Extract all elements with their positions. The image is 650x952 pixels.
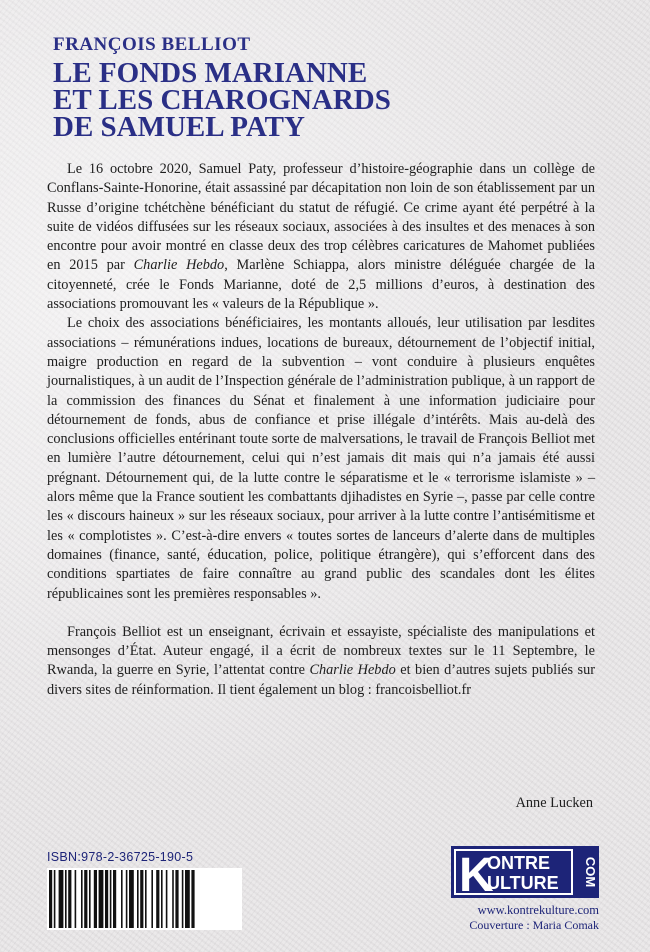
publisher-logo bbox=[451, 846, 599, 898]
logo-com: COM bbox=[583, 856, 598, 888]
paragraph-1-part-a: Le 16 octobre 2020, Samuel Paty, professeur d’histoire-géographie dans un collège de Conflans-Sainte-Honorine, était assassiné par décapitation non loin de son établissement par un Russe d’origine tchétchène bénéficiant du statut de réfugié. Ce crime ayant été perpétré à la suite de vidéos diffusées sur les réseaux sociaux, associées à des insultes et des menaces à son encontre pour avoir montré en classe deux des trop célèbres caricatures de Mahomet publiées en 2015 par bbox=[47, 161, 595, 274]
kontre-kulture-logo-icon bbox=[451, 846, 599, 898]
paragraph-1 bbox=[47, 160, 595, 314]
author-bio-italic: Charlie Hebdo bbox=[309, 662, 396, 679]
author-bio-part-b: et bien d’autres sujets publiés sur divers sites de réinformation. Il tient également un blog : francoisbelliot.fr bbox=[47, 662, 595, 698]
cover-credit: Couverture : Maria Comak bbox=[469, 918, 599, 932]
author-bio bbox=[47, 623, 595, 700]
barcode-icon bbox=[47, 868, 242, 930]
logo-line-1: ONTRE bbox=[487, 853, 550, 873]
paragraph-2: Le choix des associations bénéficiaires, les montants alloués, leur utilisation par lesdites associations – rémunérations indues, locations de bureaux, détournement de l’objectif initial, maigre production en regard de la subvention – vont conduire à plusieurs enquêtes journalistiques, à un audit de l’Inspection générale de l’administration publique, à un rapport de la commission des finances du Sénat et finalement à une information judiciaire pour détournement de fonds, abus de confiance et prise illégale d’intérêts. Mais au-delà des conclusions officielles entérinant toute sorte de malversations, le travail de François Belliot met en lumière l’autre détournement, celui qui n’est jamais dit mais qui n’a jamais été aussi prégnant. Détournement qui, de la lutte contre le séparatisme et le « terrorisme islamiste » – alors même que la France soutient les combattants djihadistes en Syrie –, passe par celle contre les « discours haineux » sur les réseaux sociaux, pour arriver à la lutte contre l’antisémitisme et les « complotistes ». C’est-à-dire envers « toutes sortes de lanceurs d’alerte dans de multiples domaines (finance, santé, éducation, police, politique étrangère), qui s’efforcent dans des conditions spartiates de faire connaître au grand public des scandales dont les élites républicaines sont les premières responsables ». bbox=[47, 315, 595, 602]
barcode bbox=[47, 868, 242, 930]
publisher-website: www.kontrekulture.com bbox=[477, 903, 599, 917]
title-line-2: ET LES CHAROGNARDS bbox=[53, 84, 391, 116]
author-bio-part-a: François Belliot est un enseignant, écrivain et essayiste, spécialiste des manipulations et mensonges d’État. Auteur engagé, il a écrit de nombreux textes sur le 11 Septembre, le Rwanda, la guerre en Syrie, l’attentat contre bbox=[47, 623, 595, 679]
paragraph-1-part-b: , Marlène Schiappa, alors ministre déléguée chargée de la citoyenneté, crée le Fonds Marianne, doté de 2,5 millions d’euros, à destination des associations promouvant les « valeurs de la République ». bbox=[47, 257, 595, 313]
title-line-3: DE SAMUEL PATY bbox=[53, 111, 305, 143]
book-title bbox=[53, 57, 613, 143]
logo-line-2: ULTURE bbox=[487, 873, 559, 893]
blurb-text bbox=[47, 160, 595, 700]
logo-k: K bbox=[459, 849, 494, 898]
isbn-label: ISBN:978-2-36725-190-5 bbox=[47, 850, 194, 864]
title-line-1: LE FONDS MARIANNE bbox=[53, 57, 368, 89]
signature: Anne Lucken bbox=[515, 795, 593, 811]
paragraph-1-italic: Charlie Hebdo bbox=[133, 257, 225, 274]
author-name: FRANÇOIS BELLIOT bbox=[53, 34, 251, 55]
